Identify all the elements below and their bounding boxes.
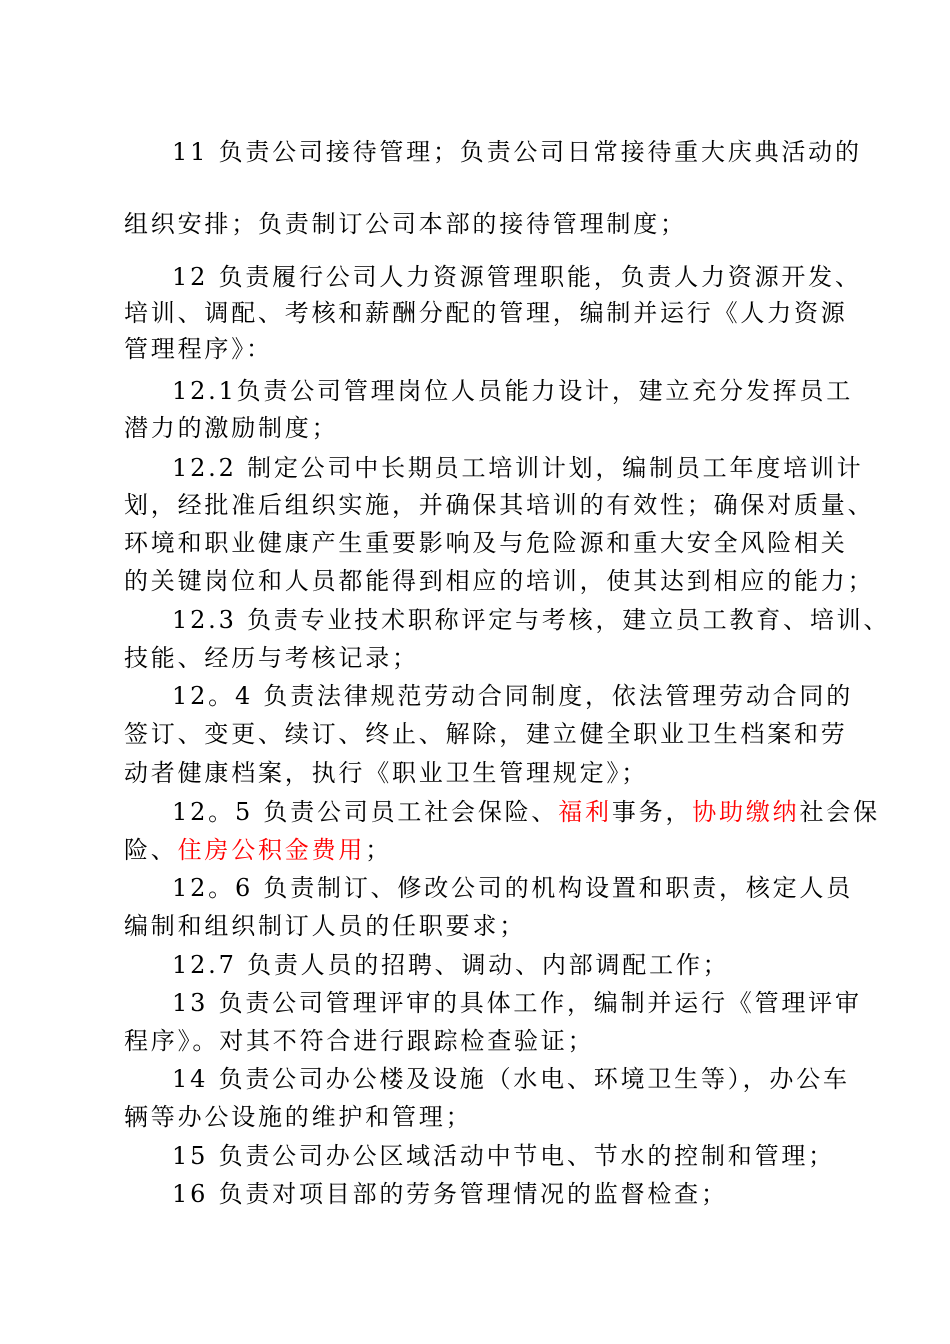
para-12-1-line-2: 潜力的激励制度； <box>124 414 339 442</box>
text-segment: 12。5 负责公司员工社会保险、 <box>172 798 559 826</box>
highlight-assist-payment: 协助缴纳 <box>692 798 800 826</box>
para-12-line-1: 12 负责履行公司人力资源管理职能，负责人力资源开发、 <box>172 263 862 291</box>
para-14-line-1: 14 负责公司办公楼及设施（水电、环境卫生等），办公车 <box>172 1065 850 1093</box>
para-16-line-1: 16 负责对项目部的劳务管理情况的监督检查； <box>172 1180 728 1208</box>
para-12-line-3: 管理程序》： <box>124 335 273 363</box>
para-12-5-line-1 <box>172 797 880 827</box>
para-12-6-line-2: 编制和组织制订人员的任职要求； <box>124 912 526 940</box>
text-segment: 险、 <box>124 836 178 864</box>
text-segment: 社会保 <box>799 798 880 826</box>
para-12-2-line-2: 划，经批准后组织实施，并确保其培训的有效性；确保对质量、 <box>124 491 875 519</box>
para-12-7-line-1: 12.7 负责人员的招聘、调动、内部调配工作； <box>172 951 730 979</box>
para-12-2-line-3: 环境和职业健康产生重要影响及与危险源和重大安全风险相关 <box>124 529 848 557</box>
para-12-3-line-1: 12.3 负责专业技术职称评定与考核，建立员工教育、培训、 <box>172 606 891 634</box>
para-13-line-2: 程序》。对其不符合进行跟踪检查验证； <box>124 1027 595 1055</box>
highlight-housing-fund: 住房公积金费用 <box>177 836 366 864</box>
para-12-4-line-2: 签订、变更、续订、终止、解除，建立健全职业卫生档案和劳 <box>124 720 848 748</box>
text-segment: 事务， <box>611 798 693 826</box>
text-segment: ； <box>365 836 393 864</box>
para-12-4-line-1: 12。4 负责法律规范劳动合同制度，依法管理劳动合同的 <box>172 682 854 710</box>
highlight-welfare: 福利 <box>558 798 612 826</box>
para-11-line-1: 11 负责公司接待管理；负责公司日常接待重大庆典活动的 <box>172 138 862 166</box>
para-13-line-1: 13 负责公司管理评审的具体工作，编制并运行《管理评审 <box>172 989 862 1017</box>
para-15-line-1: 15 负责公司办公区域活动中节电、节水的控制和管理； <box>172 1142 835 1170</box>
para-12-2-line-4: 的关键岗位和人员都能得到相应的培训，使其达到相应的能力； <box>124 567 875 595</box>
para-12-6-line-1: 12。6 负责制订、修改公司的机构设置和职责，核定人员 <box>172 874 854 902</box>
para-12-3-line-2: 技能、经历与考核记录； <box>124 644 419 672</box>
para-12-4-line-3: 动者健康档案，执行《职业卫生管理规定》； <box>124 759 648 787</box>
para-12-line-2: 培训、调配、考核和薪酬分配的管理，编制并运行《人力资源 <box>124 299 848 327</box>
para-14-line-2: 辆等办公设施的维护和管理； <box>124 1103 473 1131</box>
para-12-1-line-1: 12.1负责公司管理岗位人员能力设计，建立充分发挥员工 <box>172 377 854 405</box>
para-12-5-line-2 <box>124 835 392 865</box>
para-12-2-line-1: 12.2 制定公司中长期员工培训计划，编制员工年度培训计 <box>172 454 864 482</box>
para-11-line-2: 组织安排；负责制订公司本部的接待管理制度； <box>124 210 687 238</box>
